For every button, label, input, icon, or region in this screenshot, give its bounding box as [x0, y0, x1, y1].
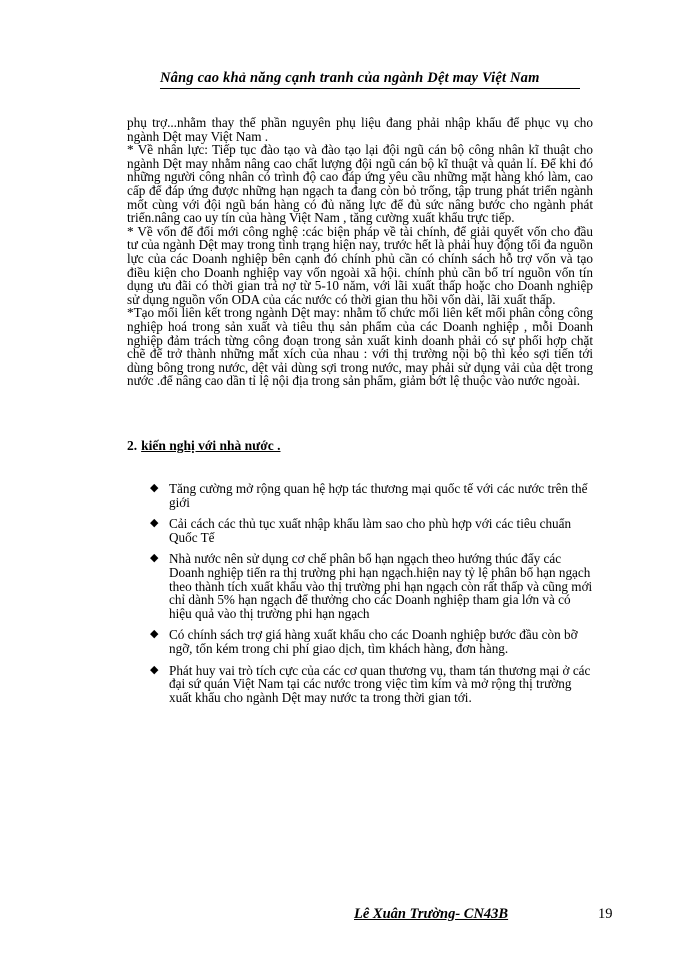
list-item: ◆ Tăng cường mở rộng quan hệ hợp tác thương mại quốc tế với các nước trên thế giới [150, 481, 588, 510]
diamond-bullet-icon: ◆ [150, 628, 159, 641]
paragraph-supporting-industry: phụ trợ...nhằm thay thế phần nguyên phụ liệu đang phải nhập khẩu để phục vụ cho ngành Dệt may Việt Nam . [127, 115, 593, 144]
diamond-bullet-icon: ◆ [150, 663, 159, 676]
paragraph-human-resources: * Về nhân lực: Tiếp tục đào tạo và đào tạo lại đội ngũ cán bộ công nhân kĩ thuật cho ngành Dệt may nhằm nâng cao chất lượng đội ngũ cán bộ kĩ thuật và quản lí. Để khi đó những người công nhân có trình độ cao đáp ứng yêu cầu những mặt hàng khó làm, cao cấp để đáp ứng được những hạn ngạch ta đang còn bỏ trống, tập trung phát triển ngành mốt cùng với đội ngũ bán hàng có đủ năng lực để đủ sức nâng bước cho ngành phát triển.nâng cao uy tín của hàng Việt Nam , tăng cường xuất khẩu trực tiếp. [127, 142, 593, 226]
list-item: ◆ Cải cách các thủ tục xuất nhập khẩu làm sao cho phù hợp với các tiêu chuẩn Quốc Tế [150, 516, 572, 545]
paragraph-capital: * Về vốn để đổi mới công nghệ :các biện pháp về tài chính, để giải quyết vốn cho đầu tư của ngành Dệt may trong tình trạng hiện nay, trước hết là phải huy động tối đa nguồn lực của các Doanh nghiệp bên cạnh đó chính phủ cần có chính sách hỗ trợ vốn và tạo điều kiện cho Doanh nghiệp vay vốn ngoài xã hội. chính phủ cần bố trí nguồn vốn tín dụng ưu đãi có thời gian trả nợ từ 5-10 năm, với lãi xuất thấp hoặc cho Doanh nghiệp sử dụng nguồn vốn ODA của các nước có thời gian thu hồi vốn dài, lãi xuất thấp. [127, 223, 593, 307]
list-item: ◆ Có chính sách trợ giá hàng xuất khẩu cho các Doanh nghiệp bước đầu còn bỡ ngỡ, tốn kém trong chi phí giao dịch, tìm khách hàng, đơn hàng. [150, 627, 578, 656]
diamond-bullet-icon: ◆ [150, 517, 159, 530]
diamond-bullet-icon: ◆ [150, 552, 159, 565]
section-title: kiến nghị với nhà nước . [141, 438, 281, 453]
list-item: ◆ Nhà nước nên sử dụng cơ chế phân bổ hạn ngạch theo hướng thúc đẩy các Doanh nghiệp tiến ra thị trường phi hạn ngạch.hiện nay tỷ lệ phân bổ hạn ngạch theo thành tích xuất khẩu vào thị trường phi hạn ngạch còn rất thấp và cũng mới chỉ dành 5% hạn ngạch để thưởng cho các Doanh nghiệp tham gia lớn và có hiệu quả vào thị trường phi hạn ngạch [150, 551, 593, 621]
list-item: ◆ Phát huy vai trò tích cực của các cơ quan thương vụ, tham tán thương mại ở các đại sứ quán Việt Nam tại các nước trong việc tìm kím và mở rộng thị trường xuất khẩu cho ngành Dệt may nước ta trong thời gian tới. [150, 662, 591, 705]
diamond-bullet-icon: ◆ [150, 482, 159, 494]
footer-author: Lê Xuân Trường- CN43B [354, 906, 509, 922]
page-number: 19 [598, 906, 613, 922]
section-number: 2. [127, 438, 138, 453]
page-header-title: Nâng cao khả năng cạnh tranh của ngành Dệt may Việt Nam [160, 70, 580, 89]
paragraph-linkage: *Tạo mối liên kết trong ngành Dệt may: nhằm tổ chức mối liên kết mối phân công công nghiệp hoá trong sản xuất và tiêu thụ sản phẩm của các Doanh nghiệp , mỗi Doanh nghiệp đảm trách từng công đoạn trong sản xuất kinh doanh phải có sự phối hợp chặt chẽ để trở thành những mắt xích của nhau : với thị trường nội bộ thì kéo sợi tiến tới dùng bông trong nước, dệt vải dùng sợi trong nước, may phải sử dụng vải của dệt trong nước .để nâng cao dần tỉ lệ nội địa trong sản phẩm, giảm bớt lệ thuộc vào nước ngoài. [127, 305, 593, 389]
section-heading [127, 438, 280, 454]
body-text [127, 116, 593, 388]
recommendation-list [150, 482, 593, 712]
